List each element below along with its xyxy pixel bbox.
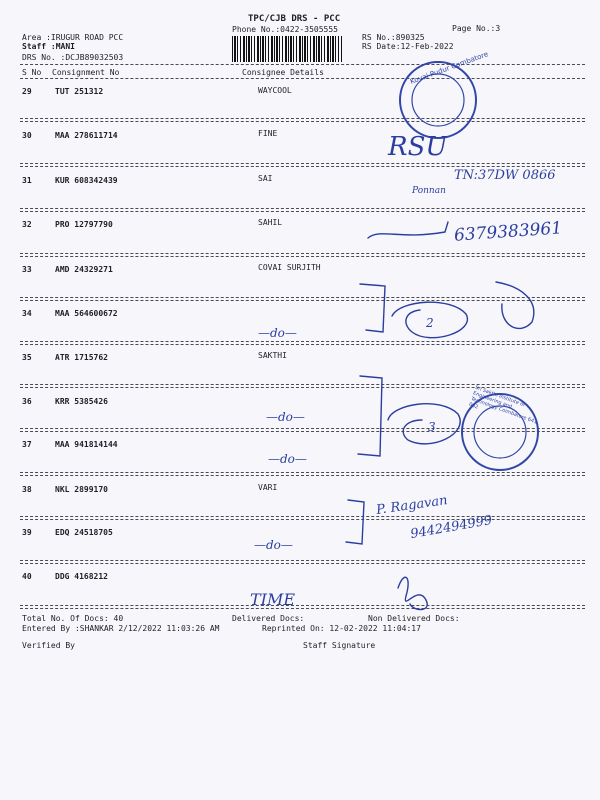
row-consignment: NKL 2899170: [55, 485, 108, 494]
handwritten-count: 3: [428, 420, 436, 434]
handwritten-time: TIME: [250, 590, 296, 609]
document-title: TPC/CJB DRS - PCC: [248, 14, 341, 24]
rs-number: RS No.:890325: [362, 33, 425, 42]
signature-stroke: [368, 222, 448, 238]
loop-mark: [388, 404, 460, 444]
staff-label: Staff :MANI: [22, 42, 75, 51]
row-consignee: VARI: [258, 483, 278, 492]
total-docs: Total No. Of Docs: 40: [22, 614, 124, 623]
row-consignment: ATR 1715762: [55, 353, 108, 362]
area-label: Area :IRUGUR ROAD PCC: [22, 33, 124, 42]
bracket-mark: [358, 376, 382, 456]
drs-number: DRS No. :DCJB89032503: [22, 53, 124, 62]
non-delivered-docs: Non Delivered Docs:: [368, 614, 460, 623]
row-sno: 31: [22, 176, 32, 185]
row-consignee: SAI: [258, 174, 273, 183]
row-consignment: KUR 608342439: [55, 176, 118, 185]
row-consignment: PRO 12797790: [55, 220, 113, 229]
entered-by: Entered By :SHANKAR 2/12/2022 11:03:26 AM: [22, 624, 220, 633]
row-consignment: DDG 4168212: [55, 572, 108, 581]
stamp-text: Sri Sakthi Institute of Engineering and Technology Coimbatore 641 062: [468, 384, 538, 426]
column-consignment: Consignment No: [52, 68, 120, 77]
handwritten-note: RSU: [388, 132, 448, 162]
row-consignment: MAA 564600672: [55, 309, 118, 318]
handwritten-name: Ponnan: [412, 186, 446, 196]
row-consignee: FINE: [258, 129, 278, 138]
row-consignee: SAKTHI: [258, 351, 287, 360]
column-sno: S No: [22, 68, 42, 77]
row-sno: 29: [22, 87, 32, 96]
row-sno: 34: [22, 309, 32, 318]
loop-mark: [496, 282, 534, 328]
delivered-docs: Delivered Docs:: [232, 614, 305, 623]
signature-stroke: [398, 577, 427, 609]
phone-number: Phone No.:0422-3505555: [232, 25, 338, 34]
handwritten-name: P. Ragavan: [375, 493, 449, 518]
row-sno: 35: [22, 353, 32, 362]
row-sno: 30: [22, 131, 32, 140]
row-sno: 39: [22, 528, 32, 537]
row-sno: 40: [22, 572, 32, 581]
row-sno: 36: [22, 397, 32, 406]
handwritten-count: 2: [426, 316, 434, 330]
row-consignment: KRR 5385426: [55, 397, 108, 406]
row-consignment: AMD 24329271: [55, 265, 113, 274]
bracket-mark: [346, 500, 364, 544]
handwritten-phone: 6379383961: [453, 218, 563, 246]
row-consignment: MAA 941814144: [55, 440, 118, 449]
column-consignee: Consignee Details: [242, 68, 324, 77]
row-consignment: MAA 278611714: [55, 131, 118, 140]
staff-signature: Staff Signature: [303, 641, 376, 650]
row-sno: 38: [22, 485, 32, 494]
stamp-text: Kovai Pudur Combatore: [409, 50, 490, 86]
reprinted-on: Reprinted On: 12-02-2022 11:04:17: [262, 624, 421, 633]
bracket-mark: [360, 284, 385, 332]
handwritten-phone: 9442494999: [409, 512, 494, 543]
row-consignee: SAHIL: [258, 218, 283, 227]
row-consignment: EDQ 24518705: [55, 528, 113, 537]
handwritten-ditto: —do—: [258, 326, 297, 340]
row-consignee: COVAI SURJITH: [258, 263, 321, 272]
handwritten-ditto: —do—: [268, 452, 307, 466]
handwritten-vehicle: TN:37DW 0866: [454, 168, 556, 183]
row-consignee: WAYCOOL: [258, 86, 292, 95]
handwritten-ditto: —do—: [266, 410, 305, 424]
verified-by: Verified By: [22, 641, 75, 650]
row-sno: 32: [22, 220, 32, 229]
handwritten-ditto: —do—: [254, 538, 293, 552]
row-sno: 37: [22, 440, 32, 449]
row-consignment: TUT 251312: [55, 87, 104, 96]
row-sno: 33: [22, 265, 32, 274]
rs-date: RS Date:12-Feb-2022: [362, 42, 454, 51]
page-number: Page No.:3: [452, 24, 501, 33]
